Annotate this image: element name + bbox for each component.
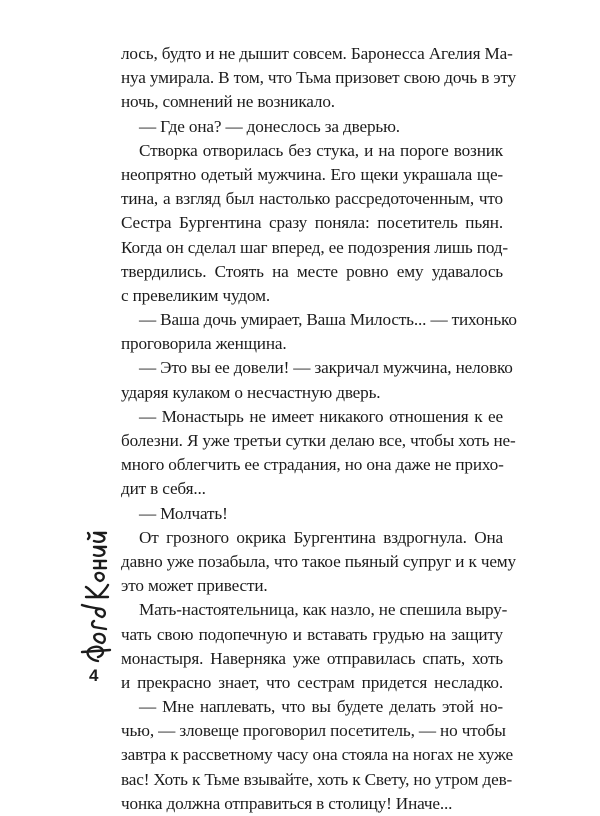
text-line: нуа умирала. В том, что Тьма призовет свою дочь в эту [121, 68, 517, 88]
text-line: — Ваша дочь умирает, Ваша Милость... — тихонько [139, 310, 517, 330]
text-line: Сестра Бургентина сразу поняла: посетитель пьян. [121, 213, 503, 233]
text-line: болезни. Я уже третьи сутки делаю все, чтобы хоть не- [121, 431, 516, 450]
text-line: давно уже позабыла, что такое пьяный супруг и к чему [121, 551, 516, 571]
text-line: — Это вы ее довели! — закричал мужчина, неловко [139, 358, 513, 378]
text-line: Створка отворилась без стука, и на пороге возник [139, 140, 503, 160]
text-line: завтра к рассветному часу она стояла на ногах не хуже [121, 745, 513, 765]
text-line: много облегчить ее страдания, но она даже не прихо- [121, 455, 504, 475]
body-text [121, 42, 517, 816]
text-line: Мать-настоятельница, как назло, не спешила выру- [139, 600, 508, 620]
text-line: чонка должна отправиться в столицу! Иначе... [121, 793, 453, 813]
text-line: чать свою подопечную и вставать грудью на защиту [121, 624, 503, 644]
text-line: твердились. Стоять на месте ровно ему удавалось [121, 261, 503, 281]
text-line: с превеликим чудом. [121, 285, 270, 305]
text-line: чью, — зловеще проговорил посетитель, — но чтобы [121, 721, 506, 741]
text-line: — Монастырь не имеет никакого отношения к ее [139, 406, 503, 426]
page-number: 4 [89, 666, 99, 685]
author-signature [56, 545, 126, 665]
text-line: и прекрасно знает, что сестрам придется несладко. [121, 672, 503, 692]
text-line: — Где она? — донеслось за дверью. [139, 116, 400, 136]
text-line: — Молчать! [139, 503, 228, 523]
text-line: тина, а взгляд был настолько рассредоточенным, что [121, 189, 503, 209]
text-line: От грозного окрика Бургентина вздрогнула. Она [139, 527, 503, 547]
text-line: вас! Хоть к Тьме взывайте, хоть к Свету, но утром дев- [121, 769, 513, 789]
text-line: это может привести. [121, 576, 268, 596]
text-line: проговорила женщина. [121, 334, 287, 354]
text-line: неопрятно одетый мужчина. Его щеки украшала ще- [121, 164, 503, 184]
text-line: дит в себя... [121, 479, 206, 499]
text-line: — Мне наплевать, что вы будете делать этой но- [139, 697, 503, 717]
text-line: ночь, сомнений не возникало. [121, 92, 335, 112]
text-line: Когда он сделал шаг вперед, ее подозрения лишь под- [121, 237, 508, 257]
text-line: лось, будто и не дышит совсем. Баронесса Агелия Ма- [121, 44, 513, 63]
text-line: ударяя кулаком о несчастную дверь. [121, 382, 381, 402]
text-line: монастыря. Наверняка уже отправилась спать, хоть [121, 648, 503, 668]
